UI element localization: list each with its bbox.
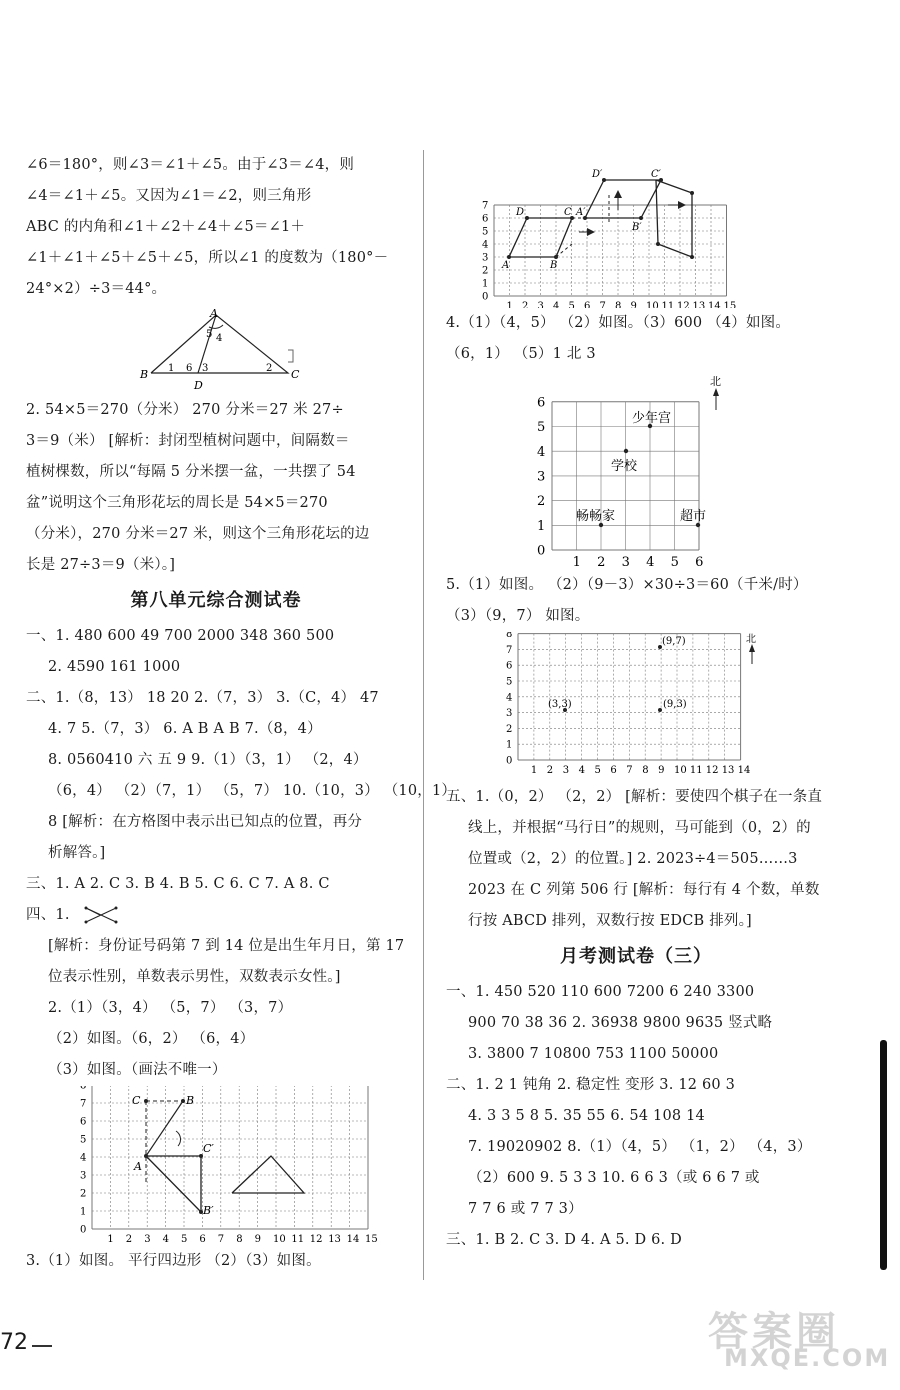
coordinate-grid-top [446,160,826,308]
svg-text:2: 2 [482,265,489,277]
svg-text:4: 4 [80,1152,87,1164]
text-line: 5.（1）如图。 （2）（9－3）×30÷3＝60（千米/时） [446,577,808,593]
svg-text:10: 10 [646,301,659,308]
svg-text:4: 4 [578,765,585,776]
point-C-prime-label: C′ [651,169,661,180]
svg-text:2: 2 [522,301,529,308]
angle-6-label: 6 [186,363,193,374]
svg-text:1: 1 [506,739,513,751]
svg-text:1: 1 [537,518,546,534]
right-text-c [446,782,826,937]
section-heading: 月考测试卷（三） [560,946,712,967]
svg-text:14: 14 [737,765,751,776]
svg-text:2: 2 [80,1188,87,1200]
svg-text:5: 5 [594,765,601,776]
svg-text:13: 13 [721,765,735,776]
svg-text:2: 2 [597,555,606,570]
svg-text:14: 14 [346,1234,360,1245]
vertex-D-label: D [194,379,203,392]
text-line: 二、1. 2 1 钝角 2. 稳定性 变形 3. 12 60 3 [446,1077,736,1093]
svg-text:2: 2 [537,494,546,510]
text-line: 三、1. A 2. C 3. B 4. B 5. C 6. C 7. A 8. C [26,876,330,892]
svg-text:10: 10 [273,1234,286,1245]
text-line: 五、1.（0，2） （2，2） [解析：要使四个棋子在一条直 [446,789,823,805]
svg-text:6: 6 [584,301,591,308]
point-D-prime-label: D′ [592,169,603,180]
question-number: 四、1. [26,907,70,923]
svg-text:7: 7 [506,644,513,656]
svg-text:4: 4 [553,301,560,308]
point-B-label: B [186,1094,195,1107]
svg-text:5: 5 [537,420,546,436]
right-column [446,160,826,1256]
svg-text:3: 3 [537,301,544,308]
text-line: （分米），270 分米＝27 米，则这个三角形花坛的边 [26,526,370,542]
grid-figure-3 [446,632,826,782]
svg-text:2: 2 [506,723,513,735]
point-9-7-label: (9,7) [662,636,686,647]
svg-text:1: 1 [107,1234,114,1245]
left-text-a [26,150,406,305]
point-A-label: A [502,260,510,271]
svg-text:4: 4 [506,692,513,704]
svg-text:4: 4 [537,444,546,460]
svg-text:3: 3 [506,708,513,720]
svg-text:7: 7 [217,1234,225,1245]
svg-text:3: 3 [621,555,630,570]
svg-text:1: 1 [506,301,513,308]
svg-text:2: 2 [125,1234,133,1245]
coordinate-grid-3 [446,632,826,782]
svg-text:5: 5 [482,226,489,238]
text-line: 2.（1）（3，4） （5，7） （3，7） [48,1000,293,1016]
svg-text:1: 1 [572,555,581,570]
text-line: ∠4＝∠1＋∠5。又因为∠1＝∠2，则三角形 [26,188,312,204]
svg-text:6: 6 [199,1234,206,1245]
svg-text:6: 6 [506,660,513,672]
text-line: 一、1. 480 600 49 700 2000 348 360 500 [26,628,335,644]
page-number: 72 [0,1330,28,1355]
text-line: 4. 7 5.（7，3） 6. A B A B 7.（8，4） [48,721,322,737]
page-number-dash [32,1345,52,1347]
svg-text:11: 11 [291,1234,305,1245]
text-line: 900 70 38 36 2. 36938 9800 9635 竖式略 [468,1015,773,1031]
svg-text:5: 5 [568,301,575,308]
point-A-prime-label: A′ [576,207,586,218]
angle-1-label: 1 [168,363,175,374]
point-9-3-label: (9,3) [663,699,687,710]
text-line: 8 [解析：在方格图中表示出已知点的位置，再分 [48,814,363,830]
svg-text:1: 1 [482,278,489,290]
text-line: （6，1） （5）1 北 3 [446,346,596,362]
svg-text:4: 4 [162,1234,169,1245]
svg-text:13: 13 [692,301,706,308]
svg-text:8: 8 [642,765,649,776]
svg-text:8: 8 [80,1086,87,1092]
angle-4-label: 4 [216,333,223,344]
svg-text:0: 0 [482,291,489,303]
text-line: ABC 的内角和∠1＋∠2＋∠4＋∠5＝∠1＋ [26,219,306,235]
left-text-b [26,395,406,581]
vertex-A-label: A [210,307,218,320]
section-heading: 第八单元综合测试卷 [130,590,302,611]
svg-text:11: 11 [661,301,675,308]
text-line: 7 7 6 或 7 7 3） [468,1201,583,1217]
svg-text:6: 6 [482,213,489,225]
svg-text:3: 3 [144,1234,151,1245]
scan-edge-mark [880,1040,887,1270]
point-D-label: D [516,207,525,218]
text-line: （3）（9，7） 如图。 [446,608,590,624]
text-line: （2）600 9. 5 3 3 10. 6 6 3（或 6 6 7 或 [468,1170,760,1186]
text-line: 盆”说明这个三角形花坛的周长是 54×5＝270 [26,495,328,511]
point-C-prime-label: C′ [203,1142,214,1155]
svg-text:5: 5 [181,1234,188,1245]
point-C-label: C [564,207,572,218]
point-A-label: A [134,1160,142,1173]
vertex-C-label: C [291,368,300,381]
text-line: 2023 在 C 列第 506 行 [解析：每行有 4 个数，单数 [468,882,820,898]
matching-lines-icon [82,902,122,930]
point-C-label: C [132,1094,141,1107]
svg-text:11: 11 [689,765,703,776]
text-line: 三、1. B 2. C 3. D 4. A 5. D 6. D [446,1232,683,1248]
text-line: 位表示性别，单数表示男性，双数表示女性。] [48,969,341,985]
svg-text:5: 5 [670,555,679,570]
supermarket-label: 超市 [680,509,707,524]
svg-text:1: 1 [80,1206,87,1218]
text-line: （3）如图。（画法不唯一） [48,1062,227,1078]
text-line: 3.（1）如图。 平行四边形 （2）（3）如图。 [26,1253,321,1269]
text-line: [解析：身份证号码第 7 到 14 位是出生年月日，第 17 [48,938,405,954]
angle-3-label: 3 [202,363,209,374]
svg-text:0: 0 [506,755,513,767]
north-label: 北 [710,375,721,388]
svg-text:9: 9 [630,301,637,308]
right-text-a [446,308,826,370]
text-line: ∠6＝180°，则∠3＝∠1＋∠5。由于∠3＝∠4，则 [26,157,355,173]
text-line: 二、1.（8，13） 18 20 2.（7，3） 3.（C，4） 47 [26,690,379,706]
grid-figure-top [446,160,826,308]
svg-text:12: 12 [677,301,690,308]
text-line: 植树棵数，所以“每隔 5 分米摆一盆，一共摆了 54 [26,464,356,480]
svg-text:15: 15 [365,1234,378,1245]
text-line: 2. 4590 161 1000 [48,659,181,675]
school-label: 学校 [611,459,638,474]
svg-text:3: 3 [537,469,546,485]
svg-text:8: 8 [236,1234,243,1245]
text-line: 7. 19020902 8.（1）（4，5） （1，2） （4，3） [468,1139,812,1155]
point-B-label: B [550,260,558,271]
text-line: （2）如图。（6，2） （6，4） [48,1031,255,1047]
svg-text:13: 13 [328,1234,341,1245]
angle-2-label: 2 [266,363,273,374]
left-text-c [26,621,457,931]
svg-text:12: 12 [309,1234,323,1245]
svg-text:1: 1 [530,765,538,776]
text-line: 长是 27÷3＝9（米）。] [26,557,176,573]
text-line: 8. 0560410 六 五 9 9.（1）（3，1） （2，4） [48,752,368,768]
svg-text:3: 3 [482,252,489,264]
svg-text:3: 3 [562,765,570,776]
text-line: 位置或（2，2）的位置。] 2. 2023÷4＝505……3 [468,851,798,867]
map-figure [446,370,826,570]
svg-text:4: 4 [646,555,655,570]
point-B-prime-label: B′ [632,222,642,233]
north-label: 北 [746,634,756,645]
text-line: 线上，并根据“马行日”的规则，马可能到（0，2）的 [468,820,811,836]
right-text-b [446,570,826,632]
text-line: 析解答。] [48,845,106,861]
svg-text:5: 5 [506,676,513,688]
column-divider [423,150,424,1280]
svg-text:3: 3 [80,1170,87,1182]
svg-text:6: 6 [695,555,704,570]
text-line: 24°×2）÷3＝44°。 [26,281,167,297]
point-B-prime-label: B′ [203,1204,214,1217]
svg-text:7: 7 [80,1098,87,1110]
svg-text:7: 7 [599,301,606,308]
point-3-3-label: (3,3) [548,699,572,710]
text-line: 3＝9（米） [解析：封闭型植树问题中，间隔数＝ [26,433,350,449]
svg-text:8: 8 [615,301,622,308]
text-line: 4.（1）（4，5） （2）如图。（3）600 （4）如图。 [446,315,791,331]
triangle-diagram [26,305,406,395]
svg-text:6: 6 [610,765,617,776]
svg-text:9: 9 [658,765,665,776]
vertex-B-label: B [140,368,149,381]
text-line: 2. 54×5＝270（分米） 270 分米＝27 米 27÷ [26,402,344,418]
youth-palace-label: 少年宫 [632,411,672,426]
svg-text:10: 10 [674,765,687,776]
svg-text:6: 6 [80,1116,87,1128]
right-text-d [446,977,826,1256]
left-text-d [26,931,406,1086]
svg-text:9: 9 [254,1234,261,1245]
grid-figure-1 [26,1086,406,1246]
svg-text:7: 7 [626,765,633,776]
angle-5-label: 5 [206,329,213,340]
svg-text:12: 12 [705,765,719,776]
home-label: 畅畅家 [576,509,616,524]
text-line [26,900,406,931]
text-line: ∠1＋∠1＋∠5＋∠5＋∠5，所以∠1 的度数为（180°－ [26,250,389,266]
svg-text:0: 0 [80,1224,87,1236]
text-line: 行按 ABCD 排列，双数行按 EDCB 排列。] [468,913,752,929]
left-column [26,150,457,1277]
svg-text:7: 7 [482,200,489,212]
svg-text:5: 5 [80,1134,87,1146]
svg-text:4: 4 [482,239,489,251]
text-line: 3. 3800 7 10800 753 1100 50000 [468,1046,719,1062]
watermark-text: 答案圈 [708,1309,840,1355]
svg-text:6: 6 [537,395,546,411]
svg-text:2: 2 [546,765,554,776]
location-map-grid [446,370,826,570]
watermark-logo [688,1300,891,1380]
coordinate-grid-1 [26,1086,406,1246]
triangle-figure [26,305,406,395]
text-line: 4. 3 3 5 8 5. 35 55 6. 54 108 14 [468,1108,705,1124]
watermark-url: MXQE.COM [724,1344,891,1372]
svg-text:0: 0 [537,543,546,559]
svg-text:15: 15 [723,301,737,308]
svg-text:8: 8 [506,632,513,641]
text-line: （6，4） （2）（7，1） （5，7） 10.（10，3） （10，1） [48,783,457,799]
svg-text:14: 14 [708,301,721,308]
text-line: 一、1. 450 520 110 600 7200 6 240 3300 [446,984,755,1000]
